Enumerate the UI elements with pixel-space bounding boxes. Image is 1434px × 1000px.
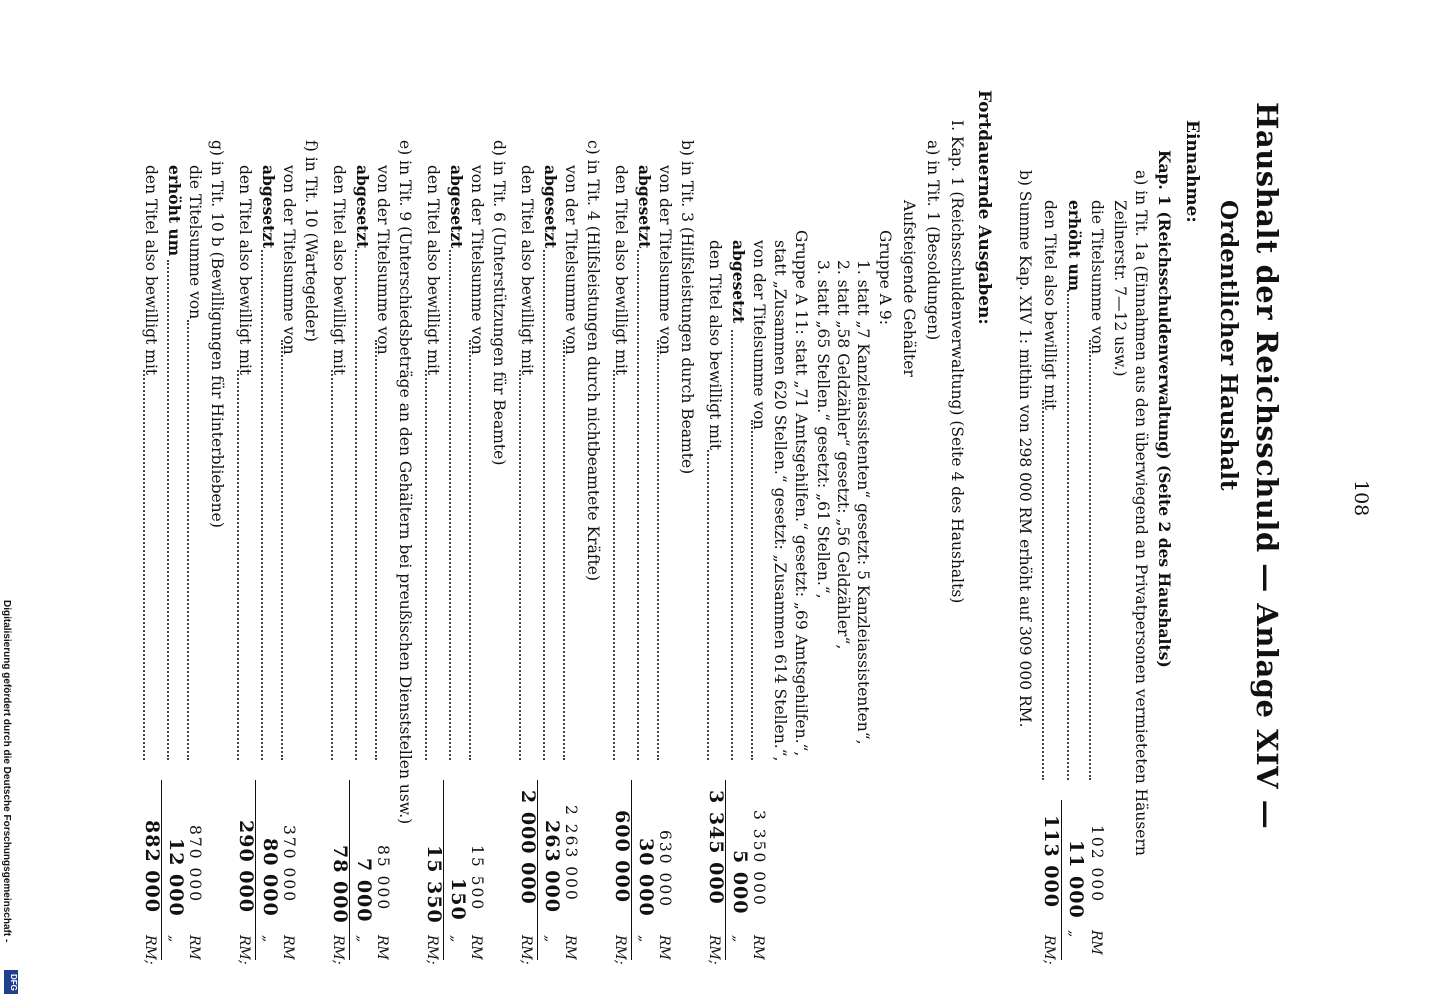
exp-g-row3-label: den Titel also bewilligt mit — [142, 165, 160, 376]
section-income-heading: Einnahme: — [1182, 120, 1202, 223]
income-a-row2-unit: „ — [1066, 930, 1082, 938]
leader-dots — [355, 250, 357, 760]
exp-a-row1-label: von der Titelsumme von — [750, 240, 768, 430]
exp-c-heading: c) in Tit. 4 (Hilfsleistungen durch nichtbeamtete Kräfte) — [584, 140, 602, 582]
page-title: Haushalt der Reichsschuld — Anlage XIV — — [1250, 102, 1284, 830]
exp-d-row1-unit: RM — [468, 935, 484, 960]
exp-f-row1-unit: RM — [280, 935, 296, 960]
exp-c-row1-unit: RM — [562, 935, 578, 960]
exp-b-row2-unit: „ — [636, 935, 652, 943]
exp-f-row3-label: den Titel also bewilligt mit — [236, 165, 254, 376]
exp-f-row1-amount: 370 000 — [280, 825, 298, 904]
exp-e-row1-amount: 85 000 — [374, 845, 392, 912]
exp-b-row1-amount: 630 000 — [656, 830, 674, 909]
leader-dots — [449, 250, 451, 760]
exp-a-row3-label: den Titel also bewilligt mit — [706, 240, 724, 451]
exp-g-row2-amount: 12 000 — [165, 838, 187, 917]
exp-c-row3-amount: 2 000 000 — [517, 790, 539, 905]
exp-g-row1-unit: RM — [186, 935, 202, 960]
leader-dots — [1042, 400, 1044, 780]
exp-d-row2-amount: 150 — [447, 878, 469, 921]
exp-a-group2b: statt „Zusammen 620 Stellen.“ gesetzt: „Zusammen 614 Stellen.“, — [771, 240, 789, 762]
exp-a-item3: 3. statt „65 Stellen.“ gesetzt: „61 Stellen.“, — [814, 260, 832, 599]
footer-text: Digitalisierung gefördert durch die Deutsche Forschungsgemeinschaft - — [1, 600, 12, 943]
page-number: 108 — [1350, 480, 1372, 517]
exp-c-row1-label: von der Titelsumme von — [562, 165, 580, 355]
exp-g-row3-amount: 882 000 — [141, 820, 163, 913]
exp-e-heading: e) in Tit. 9 (Unterschiedsbeträge an den Gehältern bei preußischen Dienststellen usw.) — [396, 140, 414, 825]
exp-f-row3-amount: 290 000 — [235, 820, 257, 913]
exp-b-row3-amount: 600 000 — [611, 810, 633, 903]
leader-dots — [1067, 290, 1069, 780]
leader-dots — [425, 370, 427, 760]
exp-a-subheading: Aufsteigende Gehälter — [900, 200, 918, 377]
leader-dots — [237, 370, 239, 760]
exp-g-row3-unit: RM; — [142, 935, 158, 965]
exp-c-row2-amount: 263 000 — [541, 820, 563, 913]
leader-dots — [563, 340, 565, 760]
exp-g-row1-amount: 870 000 — [186, 825, 204, 904]
income-a-row2-label: erhöht um — [1065, 200, 1084, 292]
exp-f-row2-amount: 80 000 — [259, 838, 281, 917]
leader-dots — [519, 370, 521, 760]
leader-dots — [707, 450, 709, 760]
exp-a-heading: a) in Tit. 1 (Besoldungen) — [924, 140, 942, 341]
income-a-line2: Zeilnerstr. 7—12 usw.) — [1111, 200, 1129, 377]
leader-dots — [1089, 340, 1091, 780]
exp-e-row1-unit: RM — [374, 935, 390, 960]
exp-c-row1-amount: 2 263 000 — [562, 805, 580, 902]
digitization-footer — [2, 600, 22, 996]
exp-a-row2-amount: 5 000 — [729, 850, 751, 915]
income-b-line: b) Summe Kap. XIV 1: mithin von 298 000 RM erhöht auf 309 000 RM. — [1016, 170, 1034, 728]
exp-b-row2-label: abgesetzt — [635, 165, 654, 249]
exp-d-row1-amount: 15 500 — [468, 845, 486, 912]
leader-dots — [375, 340, 377, 760]
exp-b-row1-label: von der Titelsumme von — [656, 165, 674, 355]
exp-d-row3-amount: 15 350 — [423, 845, 445, 924]
exp-e-row3-unit: RM; — [330, 935, 346, 965]
leader-dots — [731, 330, 733, 760]
exp-g-row2-unit: „ — [166, 935, 182, 943]
income-kap1: Kap. 1 (Reichsschuldenverwaltung) (Seite 2 des Haushalts) — [1155, 150, 1174, 668]
exp-d-heading: d) in Tit. 6 (Unterstützungen für Beamte) — [490, 140, 508, 466]
exp-a-row3-amount: 3 345 000 — [705, 790, 727, 905]
exp-d-row2-unit: „ — [448, 935, 464, 943]
exp-a-group2: Gruppe A 11: statt „71 Amtsgehilfen.“ gesetzt: „69 Amtsgehilfen.“, — [792, 230, 810, 757]
exp-d-row3-unit: RM; — [424, 935, 440, 965]
expense-kap1: I. Kap. 1 (Reichsschuldenverwaltung) (Seite 4 des Haushalts) — [948, 120, 966, 604]
exp-e-row2-unit: „ — [354, 935, 370, 943]
exp-e-row3-amount: 78 000 — [329, 845, 351, 924]
income-a-row3-label: den Titel also bewilligt mit — [1041, 200, 1059, 411]
exp-f-row2-label: abgesetzt — [259, 165, 278, 249]
exp-a-item2: 2. statt „58 Geldzähler“ gesetzt: „56 Geldzähler“, — [834, 260, 852, 650]
leader-dots — [281, 340, 283, 760]
exp-a-row3-unit: RM; — [706, 935, 722, 965]
exp-c-row3-label: den Titel also bewilligt mit — [518, 165, 536, 376]
leader-dots — [143, 370, 145, 760]
income-a-row2-amount: 11 000 — [1065, 840, 1087, 919]
section-expense-heading: Fortdauernde Ausgaben: — [974, 90, 994, 325]
leader-dots — [167, 260, 169, 760]
exp-b-row1-unit: RM — [656, 935, 672, 960]
income-a-line1: a) in Tit. 1a (Einnahmen aus den überwiegend an Privatpersonen vermieteten Häusern — [1132, 170, 1150, 856]
exp-f-row2-unit: „ — [260, 935, 276, 943]
exp-a-row2-label: abgesetzt — [729, 240, 748, 324]
leader-dots — [751, 420, 753, 760]
exp-e-row2-amount: 7 000 — [353, 858, 375, 923]
exp-g-row1-label: die Titelsumme von — [186, 165, 204, 320]
leader-dots — [657, 340, 659, 760]
income-a-row1-amount: 102 000 — [1088, 825, 1106, 904]
leader-dots — [331, 370, 333, 760]
leader-dots — [469, 340, 471, 760]
exp-a-group: Gruppe A 9: — [876, 230, 894, 325]
exp-e-row3-label: den Titel also bewilligt mit — [330, 165, 348, 376]
exp-d-row3-label: den Titel also bewilligt mit — [424, 165, 442, 376]
leader-dots — [637, 250, 639, 760]
leader-dots — [261, 250, 263, 760]
exp-d-row2-label: abgesetzt — [447, 165, 466, 249]
exp-f-row1-label: von der Titelsumme von — [280, 165, 298, 355]
income-a-row3-unit: RM; — [1041, 935, 1057, 965]
exp-c-row3-unit: RM; — [518, 935, 534, 965]
exp-b-row2-amount: 30 000 — [635, 838, 657, 917]
exp-a-row1-amount: 3 350 000 — [750, 810, 768, 907]
exp-f-row3-unit: RM; — [236, 935, 252, 965]
exp-g-heading: g) in Tit. 10 b (Bewilligungen für Hinterbliebene) — [208, 140, 226, 528]
exp-a-item1: 1. statt „7 Kanzleiassistenten“ gesetzt: 5 Kanzleiassistenten“, — [854, 260, 872, 745]
exp-g-row2-label: erhöht um — [165, 165, 184, 257]
leader-dots — [187, 320, 189, 760]
exp-b-row3-label: den Titel also bewilligt mit — [612, 165, 630, 376]
exp-e-row2-label: abgesetzt — [353, 165, 372, 249]
exp-b-heading: b) in Tit. 3 (Hilfsleistungen durch Beamte) — [678, 140, 696, 475]
exp-d-row1-label: von der Titelsumme von — [468, 165, 486, 355]
income-a-row1-unit: RM — [1088, 930, 1104, 955]
leader-dots — [613, 370, 615, 760]
income-a-row3-amount: 113 000 — [1040, 815, 1062, 908]
income-a-row1-label: die Titelsumme von — [1088, 200, 1106, 355]
exp-f-heading: f) in Tit. 10 (Wartegelder) — [302, 140, 320, 342]
exp-c-row2-unit: „ — [542, 935, 558, 943]
exp-b-row3-unit: RM; — [612, 935, 628, 965]
page-subtitle: Ordentlicher Haushalt — [1215, 200, 1242, 491]
exp-a-row1-unit: RM — [750, 935, 766, 960]
exp-a-row2-unit: „ — [730, 935, 746, 943]
leader-dots — [543, 250, 545, 760]
exp-c-row2-label: abgesetzt — [541, 165, 560, 249]
exp-e-row1-label: von der Titelsumme von — [374, 165, 392, 355]
dfg-logo: DFG — [4, 970, 18, 994]
